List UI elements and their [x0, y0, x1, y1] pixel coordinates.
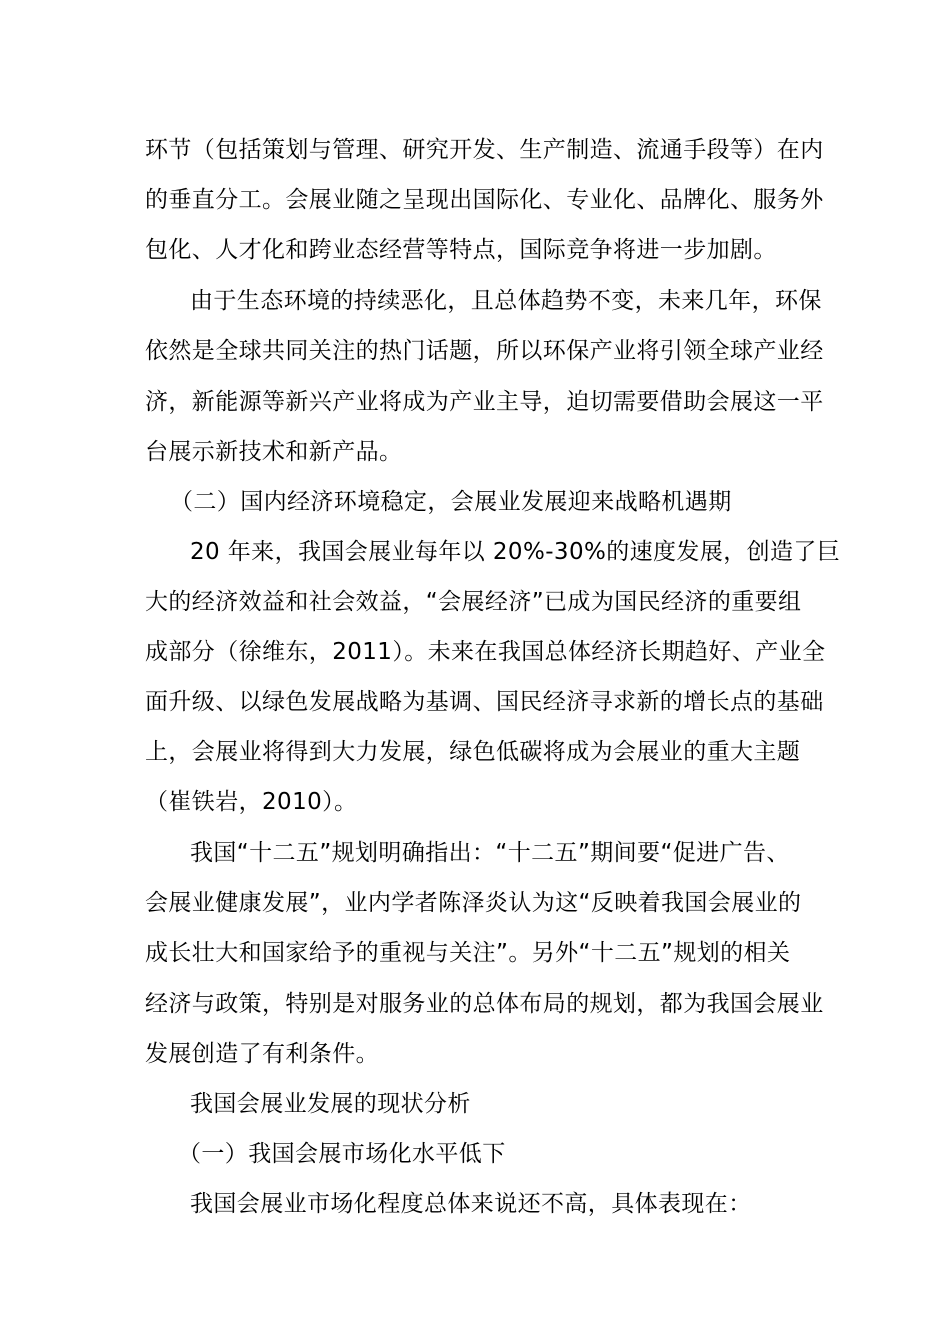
section-heading: 我国会展业发展的现状分析	[190, 1091, 471, 1117]
text-line: 上，会展业将得到大力发展，绿色低碳将成为会展业的重大主题	[145, 739, 801, 765]
text-line: 我国会展业市场化程度总体来说还不高，具体表现在：	[190, 1191, 752, 1217]
text-line: 面升级、以绿色发展战略为基调、国民经济寻求新的增长点的基础	[145, 689, 824, 715]
text-line: 会展业健康发展”，业内学者陈泽炎认为这“反映着我国会展业的	[145, 890, 802, 916]
text-line: 台展示新技术和新产品。	[145, 439, 403, 465]
text-line: 环节（包括策划与管理、研究开发、生产制造、流通手段等）在内	[145, 137, 824, 163]
text-line: 20 年来，我国会展业每年以 20%-30%的速度发展，创造了巨	[190, 539, 841, 565]
text-line: 包化、人才化和跨业态经营等特点，国际竞争将进一步加剧。	[145, 237, 777, 263]
text-line: 由于生态环境的持续恶化，且总体趋势不变，未来几年，环保	[190, 288, 822, 314]
text-line: 的垂直分工。会展业随之呈现出国际化、专业化、品牌化、服务外	[145, 187, 824, 213]
section-heading: （一）我国会展市场化水平低下	[178, 1141, 506, 1167]
text-line: 经济与政策，特别是对服务业的总体布局的规划，都为我国会展业	[145, 991, 824, 1017]
text-line: 依然是全球共同关注的热门话题，所以环保产业将引领全球产业经	[145, 338, 824, 364]
text-line: 发展创造了有利条件。	[145, 1041, 379, 1067]
text-line: 成部分（徐维东，2011）。未来在我国总体经济长期趋好、产业全	[145, 639, 826, 665]
text-line: （崔铁岩，2010）。	[145, 789, 358, 815]
text-line: 济，新能源等新兴产业将成为产业主导，迫切需要借助会展这一平	[145, 389, 824, 415]
text-line: 我国“十二五”规划明确指出：“十二五”期间要“促进广告、	[190, 840, 790, 866]
text-line: 大的经济效益和社会效益，“会展经济”已成为国民经济的重要组	[145, 589, 802, 615]
text-line: 成长壮大和国家给予的重视与关注”。另外“十二五”规划的相关	[145, 940, 791, 966]
section-heading: （二）国内经济环境稳定，会展业发展迎来战略机遇期	[170, 489, 732, 515]
